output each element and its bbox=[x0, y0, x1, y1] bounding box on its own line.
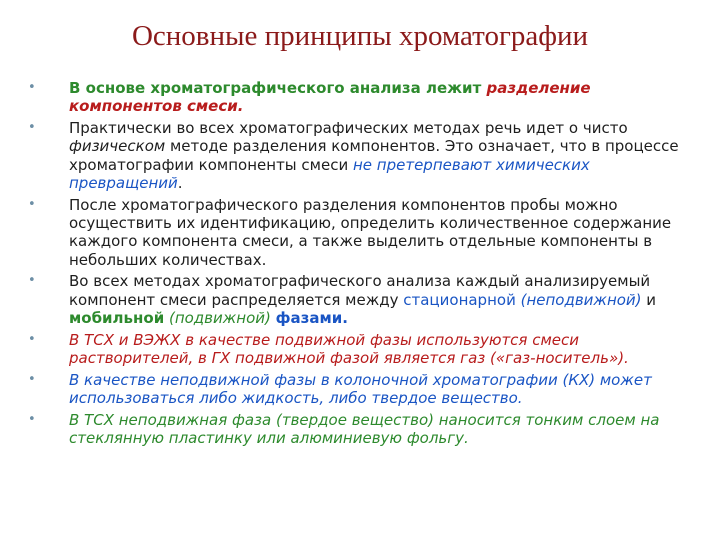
text-segment: (подвижной) bbox=[164, 309, 276, 328]
bullet-icon: • bbox=[28, 371, 36, 387]
text-segment: разделение компонентов смеси. bbox=[69, 79, 591, 116]
text-segment: После хроматографического разделения компонентов пробы можно осуществить их идентификацию, определить количественное содержание каждого компонента смеси, а также выделить отдельные компоненты в небольших количествах. bbox=[69, 195, 672, 269]
text-segment: Во всех методах хроматографического анализа каждый анализируемый компонент смеси распределяется между bbox=[69, 272, 651, 309]
text-segment: и bbox=[641, 290, 657, 309]
bullet-item bbox=[28, 331, 700, 368]
bullet-item bbox=[28, 272, 700, 327]
bullet-item bbox=[28, 196, 700, 269]
bullet-icon: • bbox=[28, 273, 36, 289]
bullet-item bbox=[28, 411, 700, 448]
text-segment: фазами. bbox=[275, 309, 348, 328]
text-segment: В ТСХ и ВЭЖХ в качестве подвижной фазы используются смеси растворителей, в ГХ подвижной фазой является газ («газ-носитель»). bbox=[69, 330, 629, 368]
text-segment: В качестве неподвижной фазы в колоночной хроматографии (КХ) может использоваться либо жидкость, либо твердое вещество. bbox=[69, 370, 652, 408]
bullet-item bbox=[28, 371, 700, 408]
text-segment: (неподвижной) bbox=[515, 290, 642, 309]
bullet-icon: • bbox=[28, 80, 36, 95]
text-segment: Практически во всех хроматографических методах речь идет о чисто bbox=[69, 119, 628, 138]
slide-title: Основные принципы хроматографии bbox=[131, 20, 589, 52]
text-segment: В основе хроматографического анализа лежит bbox=[69, 79, 487, 97]
text-segment: физическом bbox=[69, 137, 166, 156]
bullet-icon: • bbox=[28, 331, 36, 347]
text-segment: методе разделения компонентов. Это означает, что в процессе хроматографии компоненты смеси bbox=[69, 137, 679, 174]
bullet-item bbox=[28, 79, 700, 116]
bullet-list bbox=[28, 79, 700, 451]
text-segment: . bbox=[177, 173, 183, 192]
text-segment: мобильной bbox=[69, 309, 165, 328]
bullet-icon: • bbox=[28, 412, 36, 428]
bullet-icon: • bbox=[28, 196, 36, 212]
text-segment: не претерпевают химических превращений bbox=[69, 155, 590, 192]
bullet-icon: • bbox=[28, 120, 36, 136]
bullet-item bbox=[28, 119, 700, 192]
text-segment: В ТСХ неподвижная фаза (твердое вещество) наносится тонким слоем на стеклянную пластинку или алюминиевую фольгу. bbox=[69, 411, 660, 448]
text-segment: стационарной bbox=[403, 290, 516, 309]
